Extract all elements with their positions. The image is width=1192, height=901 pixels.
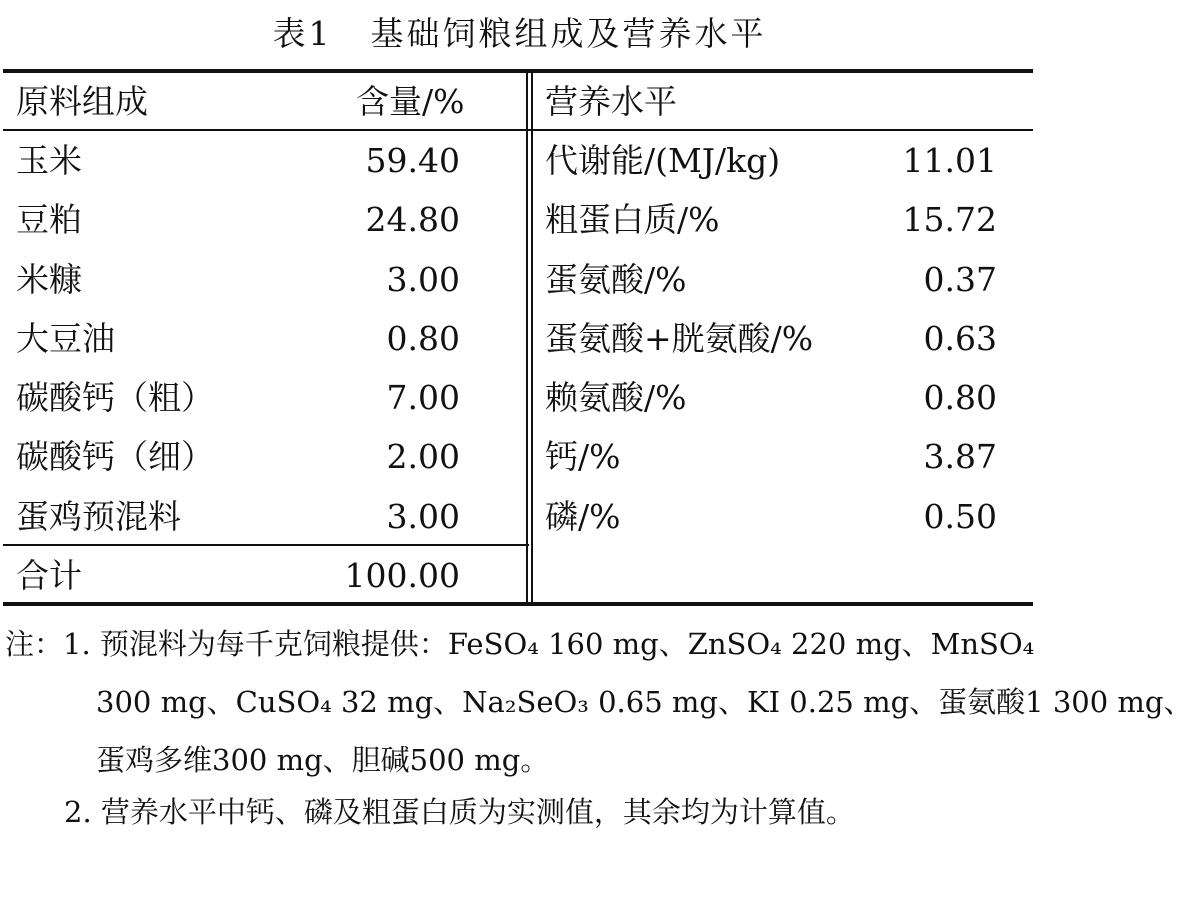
nutrient-name: 蛋氨酸/% [545, 260, 687, 299]
table-title [0, 8, 1039, 55]
nutrient-name: 磷/% [545, 497, 621, 536]
ingredient-value: 24.80 [365, 200, 460, 239]
column-divider [526, 73, 528, 602]
column-divider [531, 73, 533, 602]
ingredient-value: 59.40 [365, 141, 460, 180]
ingredient-value: 0.80 [386, 319, 460, 358]
ingredient-value: 3.00 [386, 497, 460, 536]
note-line: 2. 营养水平中钙、磷及粗蛋白质为实测值，其余均为计算值。 [64, 795, 855, 829]
ingredient-name: 碳酸钙（粗） [16, 378, 214, 417]
nutrient-name: 赖氨酸/% [545, 378, 687, 417]
table-number: 表1 [272, 14, 333, 53]
header-rule [3, 129, 1033, 131]
note-line: 注：1. 预混料为每千克饲粮提供：FeSO₄ 160 mg、ZnSO₄ 220 mg、MnSO₄ [5, 627, 1035, 661]
nutrient-name: 代谢能/(MJ/kg) [545, 141, 781, 180]
ingredient-value: 2.00 [386, 437, 460, 476]
top-rule [3, 69, 1033, 73]
total-rule [3, 544, 529, 546]
nutrient-value: 0.80 [923, 378, 997, 417]
nutrient-value: 0.37 [923, 260, 997, 299]
ingredient-name: 大豆油 [16, 319, 115, 358]
table-caption: 基础饲粮组成及营养水平 [370, 14, 767, 53]
ingredient-name: 玉米 [16, 141, 82, 180]
nutrient-value: 0.50 [923, 497, 997, 536]
header-content: 含量/% [356, 82, 465, 121]
ingredient-value: 7.00 [386, 378, 460, 417]
header-ingredients: 原料组成 [16, 82, 148, 121]
nutrient-name: 蛋氨酸+胱氨酸/% [545, 319, 814, 358]
nutrient-value: 3.87 [923, 437, 997, 476]
ingredient-name: 米糠 [16, 260, 82, 299]
total-value: 100.00 [344, 556, 460, 595]
note-line: 蛋鸡多维300 mg、胆碱500 mg。 [96, 743, 550, 777]
ingredient-name: 碳酸钙（细） [16, 437, 214, 476]
header-nutrients: 营养水平 [545, 82, 677, 121]
ingredient-name: 蛋鸡预混料 [16, 497, 181, 536]
nutrient-name: 钙/% [545, 437, 621, 476]
nutrient-value: 0.63 [923, 319, 997, 358]
nutrient-value: 15.72 [902, 200, 997, 239]
note-line: 300 mg、CuSO₄ 32 mg、Na₂SeO₃ 0.65 mg、KI 0.25 mg、蛋氨酸1 300 mg、 [96, 685, 1192, 719]
bottom-rule [3, 602, 1033, 606]
ingredient-name: 豆粕 [16, 200, 82, 239]
nutrient-value: 11.01 [902, 141, 997, 180]
total-label: 合计 [16, 556, 82, 595]
nutrient-name: 粗蛋白质/% [545, 200, 720, 239]
ingredient-value: 3.00 [386, 260, 460, 299]
